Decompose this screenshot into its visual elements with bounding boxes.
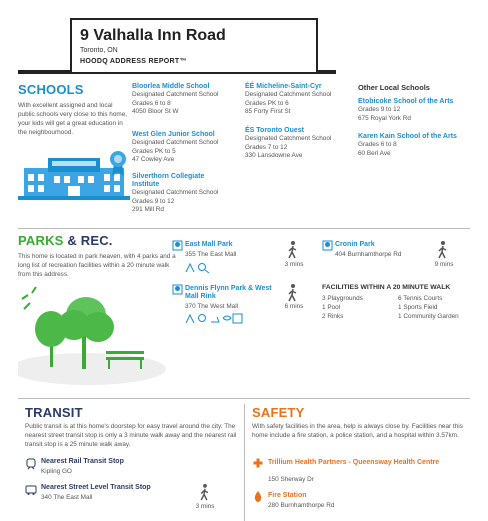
facility-item: 2 Rinks [322, 313, 344, 320]
school-name[interactable]: ÉS Toronto Ouest [245, 127, 304, 134]
school-col-2 [245, 83, 355, 161]
facility-item: 6 Tennis Courts [398, 295, 443, 302]
walking-person-icon [287, 241, 299, 259]
other-schools [358, 83, 473, 158]
address-header [70, 18, 318, 74]
school-type: Designated Catchment School [132, 139, 219, 146]
school-grades: Grades 9 to 12 [358, 106, 401, 113]
rail-transit-label: Nearest Rail Transit Stop [41, 458, 124, 465]
school-grades: Grades PK to 5 [132, 147, 176, 155]
park-tree-icon [172, 240, 183, 251]
other-school-item [358, 133, 473, 158]
school-col-1 [132, 83, 242, 215]
rail-transit-icon [25, 458, 37, 470]
facilities-title: FACILITIES WITHIN A 20 MINUTE WALK [322, 284, 451, 291]
facilities-list-b [398, 294, 478, 321]
other-schools-title: Other Local Schools [358, 83, 430, 92]
park-walk-time: 9 mins [434, 261, 454, 268]
facility-item: 1 Community Garden [398, 313, 459, 320]
street-transit-name: 340 The East Mall [41, 494, 93, 501]
park-trees-illustration [18, 285, 168, 387]
walking-person-icon [199, 484, 211, 501]
transit-title: TRANSIT [25, 405, 83, 420]
facility-item: 1 Pool [322, 304, 341, 311]
parks-intro: This home is located in park heaven, with 4 parks and a long list of recreation facilities within a 20 minute walk from this address. [18, 253, 176, 278]
walking-person-icon [287, 284, 299, 302]
safety-item-name[interactable]: Fire Station [268, 492, 307, 499]
school-name[interactable]: West Glen Junior School [132, 131, 215, 138]
park-name[interactable]: Cronin Park [335, 241, 375, 248]
park-address: 370 The West Mall [185, 303, 239, 310]
park-facility-icons [185, 313, 243, 324]
school-name[interactable]: Silverthorn Collegiate Institute [132, 173, 205, 188]
schools-title: SCHOOLS [18, 82, 84, 97]
report-label: HOODQ ADDRESS REPORT™ [80, 58, 187, 65]
transit-intro: Public transit is at this home's doorstep for easy travel around the city. The nearest street transit stop is only a 3 minute walk away and the nearest rail transit stop is a 25 minute walk away. [25, 423, 237, 448]
section-divider [18, 228, 470, 229]
safety-item-name[interactable]: Trillium Health Partners - Queensway Health Centre [268, 459, 440, 466]
rail-transit-name: Kipling GO [41, 468, 72, 475]
school-type: Designated Catchment School [245, 91, 332, 98]
school-address: 85 Forty First St [245, 108, 291, 116]
school-grades: Grades PK to 6 [245, 99, 289, 107]
park-walk-time: 6 mins [284, 303, 304, 310]
school-grades: Grades 6 to 8 [358, 141, 397, 148]
school-name[interactable]: Karen Kain School of the Arts [358, 133, 457, 140]
park-tree-icon [322, 240, 333, 251]
school-address: 4050 Bloor St W [132, 108, 179, 116]
city-label: Toronto, ON [80, 47, 118, 54]
school-type: Designated Catchment School [132, 91, 219, 98]
address-title: 9 Valhalla Inn Road [80, 27, 226, 44]
other-school-item [358, 98, 473, 133]
school-name[interactable]: Etobicoke School of the Arts [358, 98, 454, 105]
park-name[interactable]: East Mall Park [185, 241, 233, 248]
street-transit-label: Nearest Street Level Transit Stop [41, 484, 151, 491]
facility-item: 3 Playgrounds [322, 295, 363, 302]
safety-item-address: 280 Burnhamthorpe Rd [268, 502, 335, 509]
facilities-list-a [322, 294, 392, 321]
park-address: 355 The East Mall [185, 251, 237, 258]
school-item [245, 127, 355, 161]
park-facility-icons [185, 262, 215, 273]
school-item [245, 83, 355, 127]
park-walk-time: 3 mins [284, 261, 304, 268]
school-grades: Grades 6 to 8 [132, 99, 171, 107]
school-name[interactable]: ÉÉ Micheline-Saint-Cyr [245, 83, 322, 90]
school-address: 330 Lansdowne Ave [245, 152, 303, 160]
safety-title: SAFETY [252, 405, 305, 420]
parks-title [18, 233, 113, 248]
school-item [132, 173, 242, 215]
award-ribbon-icon [108, 150, 128, 176]
section-divider [18, 398, 470, 399]
school-grades: Grades 9 to 12 [132, 197, 175, 205]
school-address: 47 Cowley Ave [132, 156, 175, 164]
school-type: Designated Catchment School [245, 135, 332, 142]
park-name[interactable]: Dennis Flynn Park & West Mall Rink [185, 285, 272, 300]
hospital-cross-icon [253, 458, 263, 468]
facility-item: 1 Sports Field [398, 304, 438, 311]
fire-icon [253, 491, 263, 502]
bus-icon [25, 484, 37, 496]
safety-intro: With safety facilities in the area, help is always close by. Facilities near this home include a fire station, a police station, and a hospital within 3.57km. [252, 423, 463, 439]
walking-person-icon [437, 241, 449, 259]
column-divider [244, 404, 245, 521]
school-name[interactable]: Bloorlea Middle School [132, 83, 210, 90]
school-address: 675 Royal York Rd [358, 114, 411, 122]
street-walk-time: 3 mins [195, 503, 215, 510]
park-address: 404 Burnhamthorpe Rd [335, 251, 402, 258]
school-address: 60 Berl Ave [358, 149, 391, 157]
parks-title-rec: & REC. [63, 233, 113, 248]
park-tree-icon [172, 284, 183, 295]
schools-intro: With excellent assigned and local public schools very close to this home, your kids will get a great education in the neighbourhood. [18, 102, 128, 136]
school-item [132, 131, 242, 173]
safety-item-address: 150 Sherway Dr [268, 476, 314, 483]
school-address: 291 Mill Rd [132, 206, 164, 214]
school-grades: Grades 7 to 12 [245, 143, 288, 151]
school-item [132, 83, 242, 131]
school-type: Designated Catchment School [132, 189, 219, 196]
parks-title-main: PARKS [18, 233, 64, 248]
